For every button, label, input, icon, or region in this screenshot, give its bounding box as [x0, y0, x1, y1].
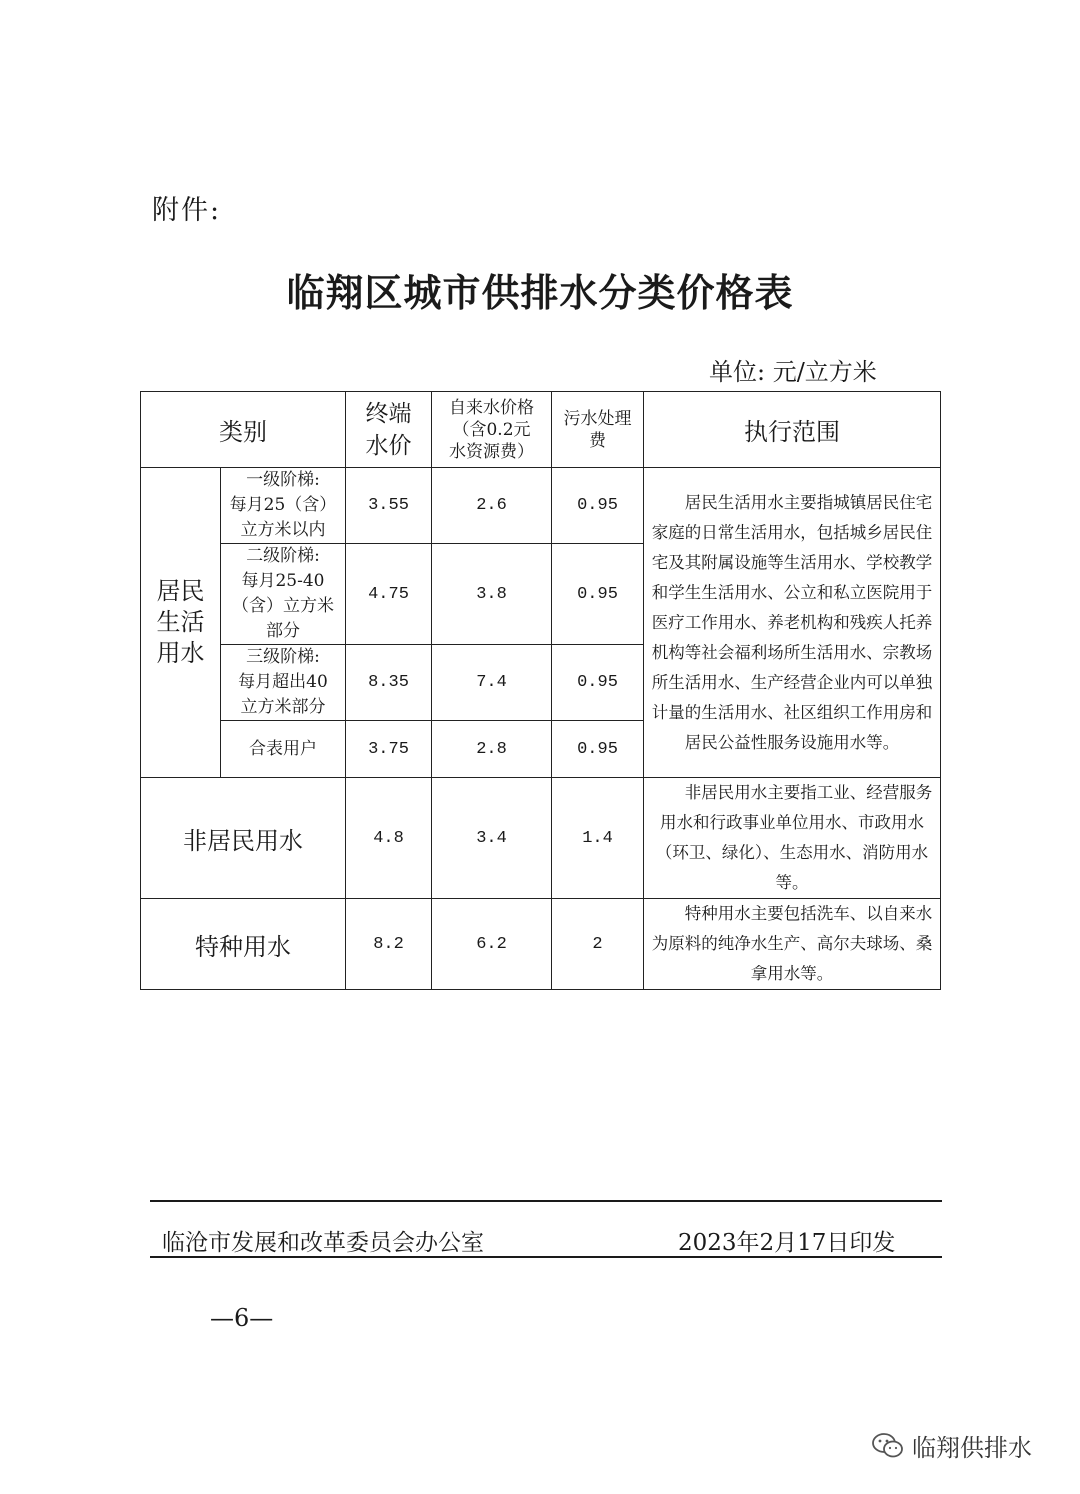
- table-header-row: [141, 392, 941, 468]
- table-row: [141, 778, 941, 899]
- special-tap: 6.2: [432, 899, 552, 990]
- tier-1-tap: 2.6: [432, 468, 552, 544]
- tier-label-line: 每月超出40: [238, 672, 328, 692]
- residential-label-line: 用水: [156, 639, 205, 667]
- page-title: 临翔区城市供排水分类价格表: [286, 271, 794, 315]
- tier-label-line: 立方米以内: [240, 520, 326, 540]
- residential-label-line: 生活: [156, 608, 205, 636]
- tier-label-line: 部分: [266, 621, 300, 641]
- header-sewage-fee: [552, 392, 644, 468]
- non-residential-scope: 非居民用水主要指工业、经营服务用水和行政事业单位用水、市政用水（环卫、绿化）、生态用水、消防用水等。: [644, 778, 941, 899]
- tier-3-terminal: 8.35: [346, 645, 432, 721]
- tier-2-tap: 3.8: [432, 544, 552, 645]
- header-scope: 执行范围: [644, 392, 941, 468]
- tier-2-terminal: 4.75: [346, 544, 432, 645]
- tier-label-line: 二级阶梯:: [246, 546, 320, 566]
- header-tap-line-2: （含0.2元: [452, 419, 531, 440]
- price-table: [140, 391, 941, 990]
- issuer-name: 临沧市发展和改革委员会办公室: [162, 1230, 484, 1256]
- residential-category: [141, 468, 221, 778]
- table-row: [141, 899, 941, 990]
- non-residential-sewage: 1.4: [552, 778, 644, 899]
- signature-bottom-rule: [150, 1256, 942, 1258]
- tier-3-tap: 7.4: [432, 645, 552, 721]
- table-row: [141, 468, 941, 544]
- header-terminal-price-text: 终端水价: [365, 400, 412, 459]
- header-tap-price: [432, 392, 552, 468]
- signature-top-rule: [150, 1200, 942, 1202]
- header-tap-line-3: 水资源费）: [449, 441, 534, 462]
- non-residential-category: 非居民用水: [141, 778, 346, 899]
- tier-label-line: 每月25-40: [241, 571, 325, 591]
- tier-1-terminal: 3.55: [346, 468, 432, 544]
- non-residential-terminal: 4.8: [346, 778, 432, 899]
- brand-text: 临翔供排水: [912, 1434, 1032, 1462]
- tier-4-terminal: 3.75: [346, 721, 432, 778]
- tier-label-line: 每月25（含）: [229, 495, 337, 515]
- special-scope: 特种用水主要包括洗车、以自来水为原料的纯净水生产、高尔夫球场、桑拿用水等。: [644, 899, 941, 990]
- page-number: —6—: [210, 1304, 274, 1332]
- brand-name: [872, 1428, 1032, 1463]
- tier-3-label: [221, 645, 346, 721]
- tier-2-sewage: 0.95: [552, 544, 644, 645]
- tier-2-label: [221, 544, 346, 645]
- tier-label-line: （含）立方米: [232, 596, 334, 616]
- shared-meter-label: 合表用户: [221, 721, 346, 778]
- tier-4-sewage: 0.95: [552, 721, 644, 778]
- tier-4-tap: 2.8: [432, 721, 552, 778]
- residential-scope: 居民生活用水主要指城镇居民住宅家庭的日常生活用水，包括城乡居民住宅及其附属设施等生活用水、学校教学和学生生活用水、公立和私立医院用于医疗工作用水、养老机构和残疾人托养机构等社会福利场所生活用水、宗教场所生活用水、生产经营企业内可以单独计量的生活用水、社区组织工作用房和居民公益性服务设施用水等。: [644, 468, 941, 778]
- special-category: 特种用水: [141, 899, 346, 990]
- attachment-label: 附件:: [152, 195, 222, 226]
- header-tap-line-1: 自来水价格: [449, 397, 534, 418]
- issue-date: 2023年2月17日印发: [678, 1230, 896, 1256]
- tier-label-line: 三级阶梯:: [246, 647, 320, 667]
- tier-1-sewage: 0.95: [552, 468, 644, 544]
- header-sewage-line-2: 费: [589, 430, 606, 451]
- header-category: 类别: [141, 392, 346, 468]
- header-sewage-line-1: 污水处理: [563, 408, 632, 429]
- special-terminal: 8.2: [346, 899, 432, 990]
- non-residential-tap: 3.4: [432, 778, 552, 899]
- tier-label-line: 一级阶梯:: [246, 470, 320, 490]
- tier-1-label: [221, 468, 346, 544]
- tier-3-sewage: 0.95: [552, 645, 644, 721]
- tier-label-line: 立方米部分: [240, 697, 326, 717]
- unit-label: 单位: 元/立方米: [709, 358, 877, 386]
- header-terminal-price: [346, 392, 432, 468]
- special-sewage: 2: [552, 899, 644, 990]
- residential-label-line: 居民: [156, 577, 205, 605]
